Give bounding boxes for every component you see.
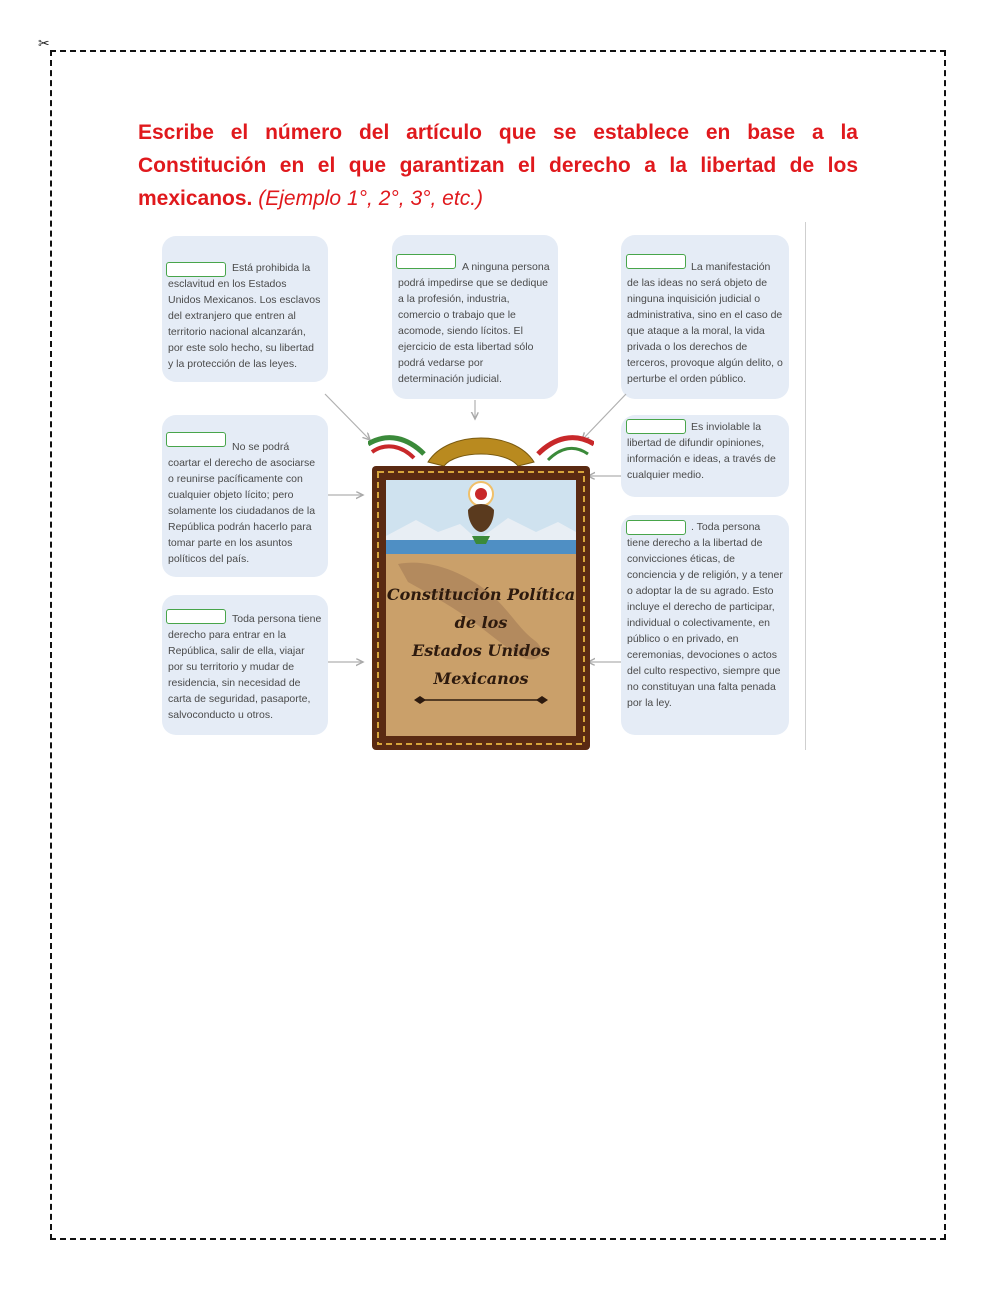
card-text: La manifestación de las ideas no será objeto de ninguna inquisición judicial o administrativa, sino en el caso de que ataque a la moral, la vida privada o los derechos de terceros, provoque algún delito, o perturbe el orden público. xyxy=(627,261,783,385)
cover-title-line3: Estados Unidos xyxy=(412,641,550,660)
arrow-esclavitud xyxy=(325,394,370,440)
instruction-heading xyxy=(138,116,858,215)
instruction-text: Escribe el número del artículo que se establece en base a la Constitución en el que garantizan el derecho a la libertad de los mexicanos. xyxy=(138,121,858,210)
cover-title-line2: de los xyxy=(454,613,508,632)
rights-diagram xyxy=(160,222,806,752)
scissors-icon: ✂ xyxy=(38,36,50,52)
constitution-cover-art xyxy=(368,432,594,752)
card-text: A ninguna persona podrá impedirse que se dedique a la profesión, industria, comercio o trabajo que le acomode, siendo lícitos. El ejercicio de esta libertad sólo podrá vedarse por determinación judicial. xyxy=(398,261,550,385)
cover-title-line1: Constitución Política xyxy=(386,585,576,604)
constitution-cover-illustration xyxy=(368,432,594,752)
card-text: Toda persona tiene derecho para entrar en la República, salir de ella, viajar por su territorio y mudar de residencia, sin necesidad de carta de seguridad, pasaporte, salvoconducto u otros. xyxy=(168,613,322,721)
card-text: . Toda persona tiene derecho a la libertad de convicciones éticas, de conciencia y de religión, y a tener o adoptar la de su agrado. Esto incluye el derecho de participar, individual o colectivamente, en público o en privado, en ceremonias, devociones o actos del culto respectivo, siempre que no constituyan una falta penada por la ley. xyxy=(627,521,783,709)
instruction-example: (Ejemplo 1°, 2°, 3°, etc.) xyxy=(258,187,484,210)
card-text: No se podrá coartar el derecho de asociarse o reunirse pacíficamente con cualquier objeto lícito; pero solamente los ciudadanos de la República podrán hacerlo para tomar parte en los asuntos políticos del país. xyxy=(168,441,316,565)
card-text: Es inviolable la libertad de difundir opiniones, información e ideas, a través de cualquier medio. xyxy=(627,421,776,481)
cover-title-line4: Mexicanos xyxy=(433,669,529,688)
card-text: Está prohibida la esclavitud en los Estados Unidos Mexicanos. Los esclavos del extranjero que entren al territorio nacional alcanzarán, por este solo hecho, su libertad y la protección de las leyes. xyxy=(168,262,321,370)
